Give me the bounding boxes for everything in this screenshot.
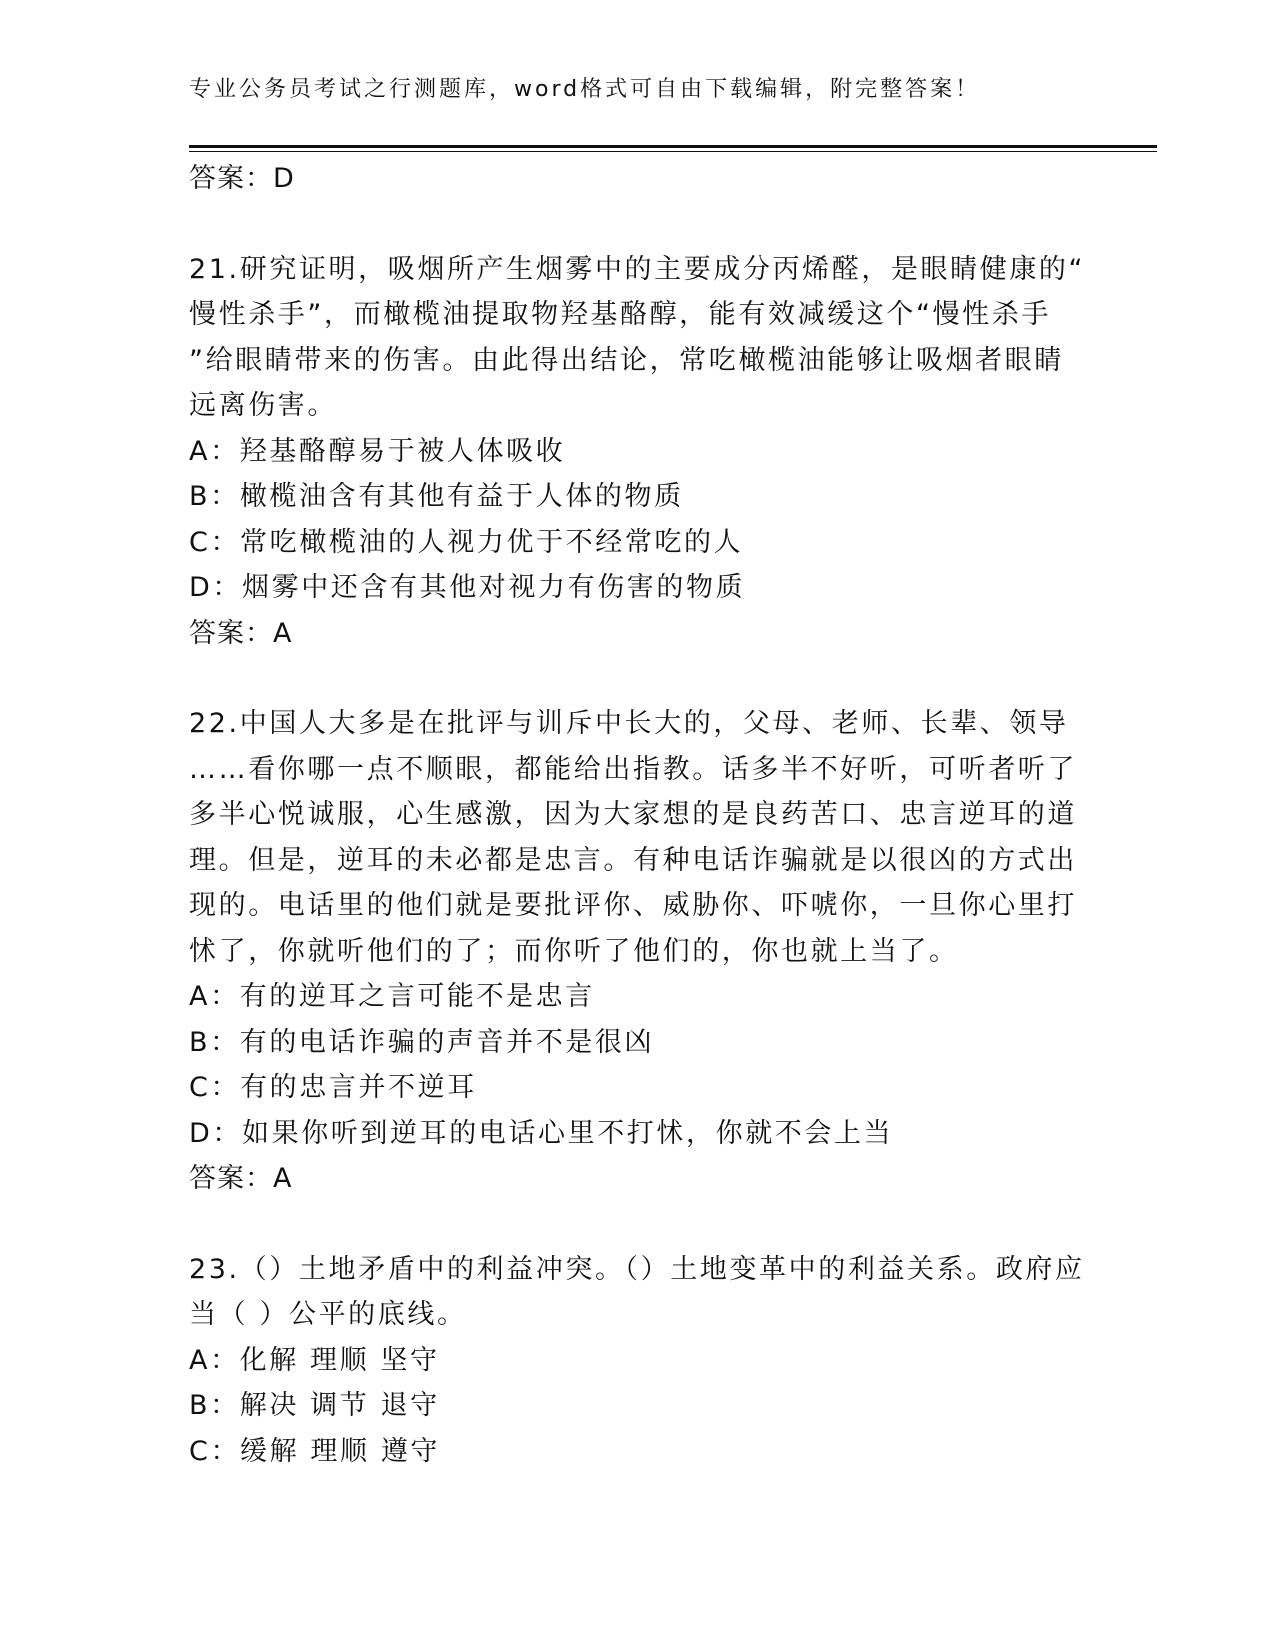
- header-rule-thin: [189, 151, 1157, 152]
- question-line: 当（ ）公平的底线。: [189, 1299, 467, 1330]
- question-line: 理。但是，逆耳的未必都是忠言。有种电话诈骗就是以很凶的方式出: [189, 844, 1077, 876]
- option-c: C：常吃橄榄油的人视力优于不经常吃的人: [189, 526, 744, 558]
- question-line: 远离伤害。: [189, 390, 337, 421]
- answer-line: 答案：A: [189, 1163, 293, 1194]
- option-d: D：烟雾中还含有其他对视力有伤害的物质: [189, 572, 746, 603]
- option-c: C：缓解 理顺 遵守: [189, 1435, 441, 1467]
- question-line: 现的。电话里的他们就是要批评你、威胁你、吓唬你，一旦你心里打: [189, 890, 1077, 921]
- question-content: [189, 156, 1089, 1474]
- question-line: ”给眼睛带来的伤害。由此得出结论，常吃橄榄油能够让吸烟者眼睛: [189, 344, 1064, 376]
- option-a: A：有的逆耳之言可能不是忠言: [189, 981, 595, 1012]
- question-line: 慢性杀手”，而橄榄油提取物羟基酪醇，能有效减缓这个“慢性杀手: [189, 299, 1051, 330]
- page-header: 专业公务员考试之行测题库，word格式可自由下载编辑，附完整答案！: [189, 77, 981, 102]
- question-line: 22.中国人大多是在批评与训斥中长大的，父母、老师、长辈、领导: [189, 708, 1069, 739]
- option-c: C：有的忠言并不逆耳: [189, 1072, 477, 1103]
- option-b: B：有的电话诈骗的声音并不是很凶: [189, 1026, 655, 1058]
- question-line: 怵了，你就听他们的了；而你听了他们的，你也就上当了。: [189, 935, 959, 967]
- spacer: [189, 202, 1089, 247]
- question-block: [189, 1247, 1089, 1475]
- option-b: B：解决 调节 退守: [189, 1390, 440, 1421]
- question-line: 21.研究证明，吸烟所产生烟雾中的主要成分丙烯醛，是眼睛健康的“: [189, 253, 1086, 285]
- spacer: [189, 1202, 1089, 1247]
- spacer: [189, 656, 1089, 701]
- question-block: [189, 247, 1089, 657]
- question-line: 多半心悦诚服，心生感激，因为大家想的是良药苦口、忠言逆耳的道: [189, 799, 1077, 830]
- answer-line: 答案：A: [189, 617, 293, 649]
- answer-line: 答案：D: [189, 163, 295, 194]
- option-a: A：化解 理顺 坚守: [189, 1344, 440, 1376]
- question-block: [189, 701, 1089, 1202]
- question-line: ……看你哪一点不顺眼，都能给出指教。话多半不好听，可听者听了: [189, 753, 1077, 785]
- option-b: B：橄榄油含有其他有益于人体的物质: [189, 481, 684, 512]
- question-line: 23.（）土地矛盾中的利益冲突。（）土地变革中的利益关系。政府应: [189, 1253, 1085, 1285]
- header-rule-thick: [189, 145, 1157, 148]
- option-d: D：如果你听到逆耳的电话心里不打怵，你就不会上当: [189, 1117, 894, 1149]
- option-a: A：羟基酪醇易于被人体吸收: [189, 435, 566, 467]
